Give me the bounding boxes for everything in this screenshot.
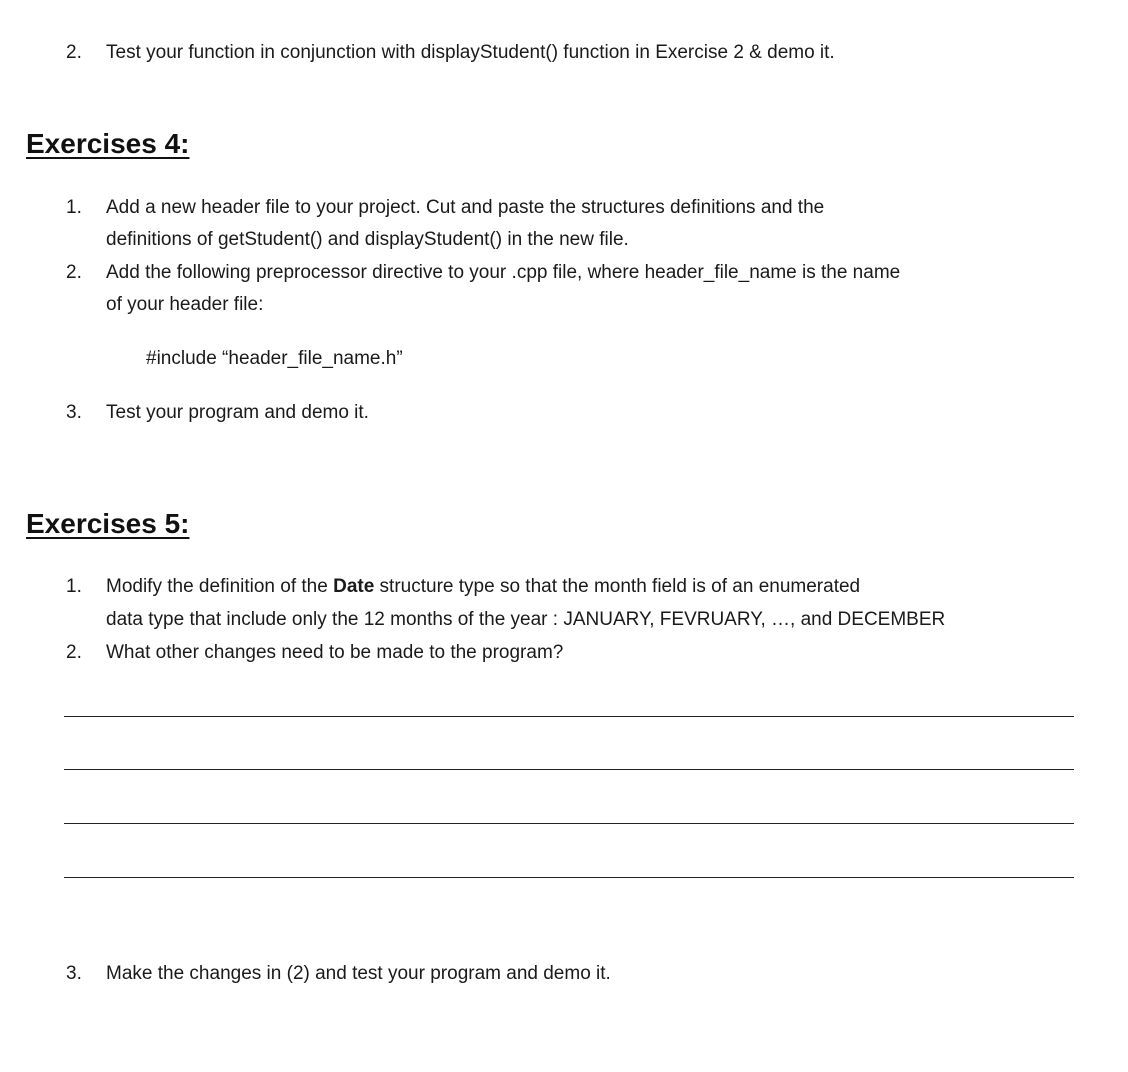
item-text: Test your program and demo it. [106,402,369,423]
item-number: 3. [66,402,82,423]
answer-line [64,716,1074,717]
item-text: Add the following preprocessor directive to your .cpp file, where header_file_name is the name [106,262,901,283]
item-number: 2. [66,642,82,663]
exercise-4-heading: Exercises 4: [26,128,190,159]
exercise-5-heading: Exercises 5: [26,508,190,539]
item-text [106,571,860,603]
item-text: of your header file: [106,294,264,315]
item-number: 3. [66,963,82,984]
item-text: definitions of getStudent() and displayStudent() in the new file. [106,229,629,250]
answer-line [64,769,1074,770]
date-keyword: Date [333,576,375,597]
item-text: What other changes need to be made to the program? [106,642,564,663]
item-number: 2. [66,262,82,283]
item-number: 1. [66,197,82,218]
include-directive: #include “header_file_name.h” [146,348,403,369]
answer-line [64,877,1074,878]
item-number: 1. [66,576,82,597]
item-text: Make the changes in (2) and test your program and demo it. [106,963,611,984]
item-text: Test your function in conjunction with displayStudent() function in Exercise 2 & demo it. [106,42,835,63]
item-text-post: structure type so that the month field is of an enumerated [374,576,861,597]
item-text-pre: Modify the definition of the [106,576,334,597]
answer-line [64,823,1074,824]
item-text: data type that include only the 12 months of the year : JANUARY, FEVRUARY, …, and DECEMBER [106,609,946,630]
item-number: 2. [66,42,82,63]
item-text: Add a new header file to your project. Cut and paste the structures definitions and the [106,197,825,218]
